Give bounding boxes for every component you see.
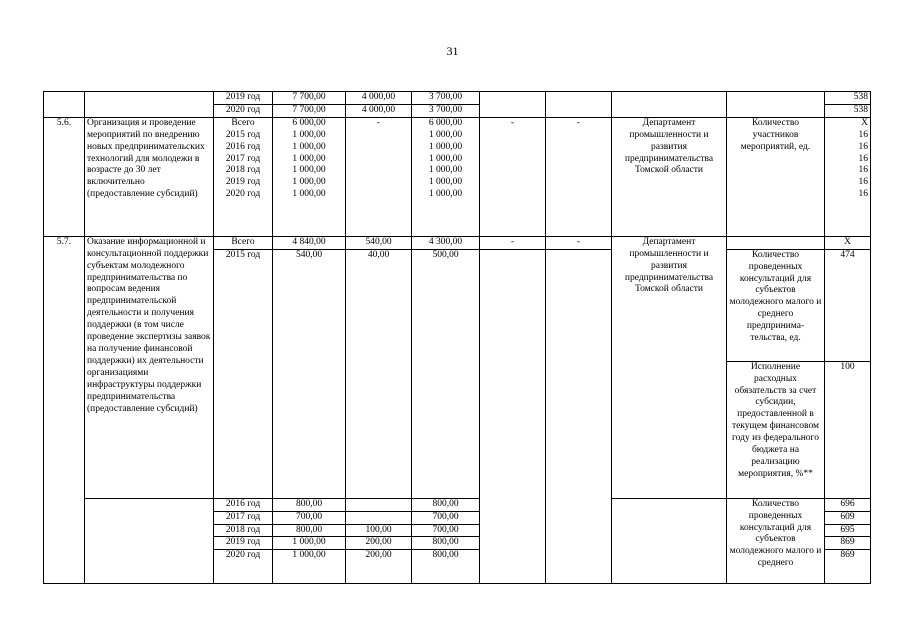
item-name: Организация и проведение мероприятий по внедрению новых предпринимательских технологий для молодежи в возрасте до 30 лет включительно (предоставление субсидий) [85,117,214,236]
table-row: 2017 год 700,00 700,00 609 [44,511,871,524]
table-row: 2020 год 7 700,00 4 000,00 3 700,00 538 [44,104,871,117]
page-number: 31 [446,44,459,58]
year-cell: 2018 год [214,524,273,537]
table-row: 5.7. Оказание информационной и консультационной поддержки субъектам молодежного предпринимательства по вопросам ведения предпринимательской деятельности и получения поддержки (в том числе проведение экспертизы заявок на получение финансовой поддержки) их деятельности организациями инфраструктуры поддержки предпринимательства (предоставление субсидий) Всего 4 840,00 540,00 4 300,00 - - Департамент промышленности и развития предпринимательства Томской области Х [44,236,871,249]
table-row: 2015 год 540,00 40,00 500,00 Количество проведенных консультаций для субъектов молодежного малого и среднего предпринима-тельства, ед. 474 [44,249,871,361]
table-row: 2020 год 1 000,00 200,00 800,00 869 [44,550,871,584]
item-number: 5.7. [44,236,85,584]
year-cell: 2017 год [214,511,273,524]
indicator-cell: Количество участников мероприятий, ед. [727,117,825,236]
table-row: 2019 год 1 000,00 200,00 800,00 869 [44,537,871,550]
year-cell: 2019 год [214,537,273,550]
indicator-cell: Количество проведенных консультаций для субъектов молодежного малого и среднего [727,498,825,584]
table-row: 2018 год 800,00 100,00 700,00 695 [44,524,871,537]
year-cell: 2020 год [214,104,273,117]
program-table [43,91,871,584]
executor-cell: Департамент промышленности и развития предпринимательства Томской области [612,117,727,236]
table-row: 5.6. Организация и проведение мероприятий по внедрению новых предпринимательских технологий для молодежи в возрасте до 30 лет включительно (предоставление субсидий) Всего 2015 год 2016 год 2017 год 2018 год 2019 год 2020 год 6 000,00 1 000,00 1 000,00 1 000,00 1 000,00 1 000,00 1 000,00 - 6 000,00 1 000,00 1 000,00 1 000,00 1 000,00 1 000,00 1 000,00 - - Департамент промышленности и развития предпринимательства Томской области Количество участников мероприятий, ед. Х 16 16 16 16 16 16 [44,117,871,236]
table-row: 2016 год 800,00 800,00 Количество проведенных консультаций для субъектов молодежного малого и среднего 696 [44,498,871,511]
table-row: 2019 год 7 700,00 4 000,00 3 700,00 538 [44,92,871,105]
year-cell: 2019 год [214,92,273,105]
item-number: 5.6. [44,117,85,236]
year-cell: 2015 год [214,249,273,498]
indicator-cell: Количество проведенных консультаций для субъектов молодежного малого и среднего предпринима-тельства, ед. [727,249,825,361]
indicator-cell: Исполнение расходных обязательств за счет субсидии, предоставленной в текущем финансовом году из федерального бюджета на реализацию мероприятия, %** [727,361,825,498]
table-row: Исполнение расходных обязательств за счет субсидии, предоставленной в текущем финансовом году из федерального бюджета на реализацию мероприятия, %** 100 [44,361,871,498]
year-cell: 2016 год [214,498,273,511]
year-cell: 2020 год [214,550,273,584]
executor-cell: Департамент промышленности и развития предпринимательства Томской области [612,236,727,498]
item-name: Оказание информационной и консультационной поддержки субъектам молодежного предпринимательства по вопросам ведения предпринимательской деятельности и получения поддержки (в том числе проведение экспертизы заявок на получение финансовой поддержки) их деятельности организациями инфраструктуры поддержки предпринимательства (предоставление субсидий) [85,236,214,498]
